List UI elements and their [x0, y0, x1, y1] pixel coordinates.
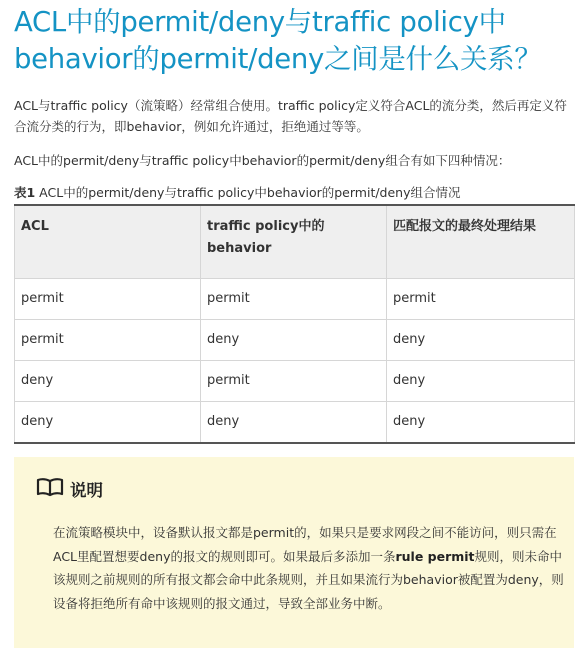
note-header	[36, 477, 103, 501]
header-acl: ACL	[15, 205, 201, 279]
cell-behavior: permit	[201, 361, 387, 402]
header-behavior: traffic policy中的behavior	[201, 205, 387, 279]
combination-paragraph: ACL中的permit/deny与traffic policy中behavior的permit/deny组合有如下四种情况：	[14, 153, 511, 168]
cell-result: deny	[387, 361, 575, 402]
table-caption	[14, 182, 574, 203]
table-row	[15, 402, 575, 444]
table-row	[15, 320, 575, 361]
table-caption-text: ACL中的permit/deny与traffic policy中behavior的permit/deny组合情况	[35, 185, 461, 200]
table-header-row	[15, 205, 575, 279]
cell-acl: permit	[15, 279, 201, 320]
header-result: 匹配报文的最终处理结果	[387, 205, 575, 279]
cell-result: deny	[387, 402, 575, 444]
combination-table	[14, 204, 575, 444]
cell-result: deny	[387, 320, 575, 361]
cell-acl: deny	[15, 402, 201, 444]
table-caption-label: 表1	[14, 185, 36, 200]
note-text-part-2: 规则，则未命中该规则之前规则的所有报文都会命中此条规则，并且如果流行为behavior被配置为deny，则设备将拒绝所有命中该规则的报文通过，导致全部业务中断。	[53, 548, 564, 611]
note-title: 说明	[70, 481, 103, 500]
cell-acl: deny	[15, 361, 201, 402]
note-text	[53, 521, 565, 615]
intro-paragraph: ACL与traffic policy（流策略）经常组合使用。traffic policy定义符合ACL的流分类，然后再定义符合流分类的行为，即behavior，例如允许通过，拒绝通过等等。	[14, 98, 567, 134]
table-row	[15, 279, 575, 320]
note-text-part-1: 在流策略模块中，设备默认报文都是permit的，如果只是要求网段之间不能访问，则只需在ACL里配置想要deny的报文的规则即可。如果最后多添加一条	[53, 525, 557, 564]
cell-behavior: deny	[201, 402, 387, 444]
cell-result: permit	[387, 279, 575, 320]
note-text-bold: rule permit	[395, 548, 475, 564]
book-icon	[36, 477, 70, 501]
page-title: ACL中的permit/deny与traffic policy中behavior的permit/deny之间是什么关系？	[14, 6, 542, 75]
cell-acl: permit	[15, 320, 201, 361]
cell-behavior: permit	[201, 279, 387, 320]
note-box	[14, 457, 574, 648]
table-row	[15, 361, 575, 402]
cell-behavior: deny	[201, 320, 387, 361]
